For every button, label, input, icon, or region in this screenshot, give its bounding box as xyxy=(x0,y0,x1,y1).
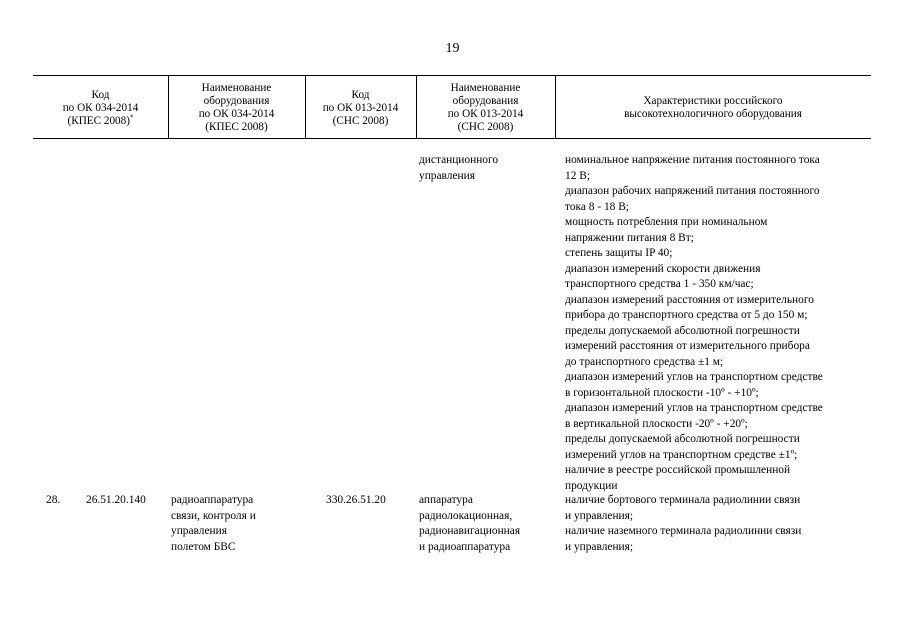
header-code-okpd xyxy=(33,80,168,136)
header-bottom-rule xyxy=(33,138,871,139)
header-code-okof: Код по ОК 013-2014 (СНС 2008) xyxy=(322,88,399,127)
code-okpd-cell: 26.51.20.140 xyxy=(86,494,146,506)
header-characteristics: Характеристики российского высокотехнологичного оборудования xyxy=(624,95,802,120)
page-number: 19 xyxy=(445,41,460,56)
header-code-okpd-text: Код по ОК 034-2014 (КПЕС 2008) xyxy=(62,88,139,127)
characteristics-cell: номинальное напряжение питания постоянного тока 12 В; диапазон рабочих напряжений питания постоянного тока 8 - 18 В; мощность потребления при номинальном напряжении питания 8 Вт; степень защиты IP 40; диапазон измерений скорости движения транспортного средства 1 - 350 км/час; диапазон измерений расстояния от измерительного прибора до транспортного средства от 5 до 150 м; пределы допускаемой абсолютной погрешности измерений расстояния от измерительного прибора до транспортного средства ±1 м; диапазон измерений углов на транспортном средстве в горизонтальной плоскости -10º - +10º; диапазон измерений углов на транспортном средстве в вертикальной плоскости -20º - +20º; пределы допускаемой абсолютной погрешности измерений углов на транспортном средстве ±1º; наличие в реестре российской промышленной продукции xyxy=(565,154,823,492)
characteristics-cell: наличие бортового терминала радиолинии связи и управления; наличие наземного терминала радиолинии связи и управления; xyxy=(565,494,802,553)
footnote-mark: * xyxy=(129,112,134,121)
name-okpd-cell: радиоаппаратура связи, контроля и управления полетом БВС xyxy=(171,494,256,553)
header-name-okpd: Наименование оборудования по ОК 034-2014 (КПЕС 2008) xyxy=(198,82,275,133)
header-name-okof: Наименование оборудования по ОК 013-2014 (СНС 2008) xyxy=(447,82,524,133)
name-okof-cell: аппаратура радиолокационная, радионавигационная и радиоаппаратура xyxy=(419,494,521,553)
header-top-rule xyxy=(33,75,871,76)
row-number: 28. xyxy=(46,494,61,506)
name-okof-cell: дистанционного управления xyxy=(419,154,499,182)
code-okof-cell: 330.26.51.20 xyxy=(326,494,386,506)
